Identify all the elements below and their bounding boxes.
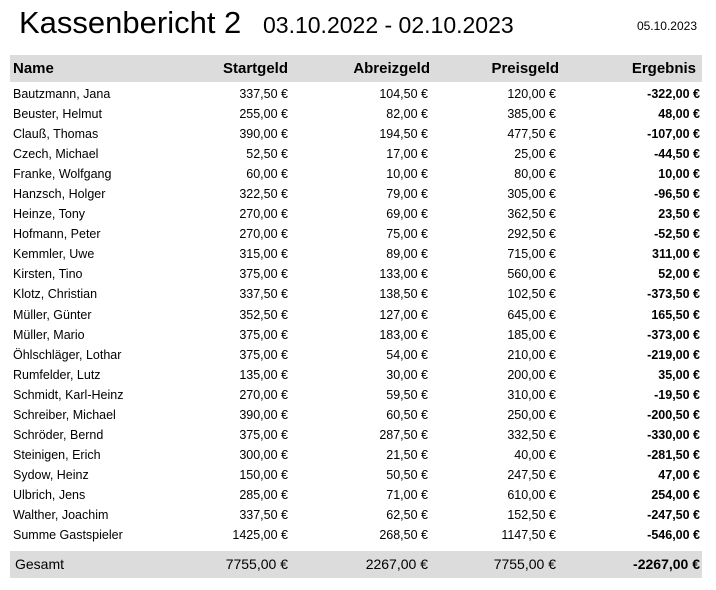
cell-preisgeld: 305,00 €: [507, 187, 556, 202]
total-row: [10, 551, 702, 578]
table-row: [10, 445, 702, 465]
table-row: [10, 164, 702, 184]
table-body: [10, 84, 702, 545]
cell-abreizgeld: 183,00 €: [379, 327, 428, 342]
cell-ergebnis: -44,50 €: [654, 147, 700, 162]
cell-ergebnis: 165,50 €: [651, 307, 700, 322]
column-header-abreizgeld: Abreizgeld: [353, 60, 430, 77]
cell-name: Beuster, Helmut: [13, 107, 102, 122]
table-row: [10, 485, 702, 505]
report-period: 03.10.2022 - 02.10.2023: [263, 12, 514, 38]
cell-preisgeld: 200,00 €: [507, 367, 556, 382]
total-ergebnis: -2267,00 €: [633, 556, 700, 572]
cell-ergebnis: 254,00 €: [651, 487, 700, 502]
cell-name: Hanzsch, Holger: [13, 187, 106, 202]
cell-startgeld: 315,00 €: [239, 247, 288, 262]
cell-name: Czech, Michael: [13, 147, 99, 162]
table-row: [10, 385, 702, 405]
cell-abreizgeld: 138,50 €: [379, 287, 428, 302]
cell-preisgeld: 477,50 €: [507, 127, 556, 142]
table-row: [10, 284, 702, 304]
cell-startgeld: 270,00 €: [239, 207, 288, 222]
cell-startgeld: 135,00 €: [239, 367, 288, 382]
cell-ergebnis: 35,00 €: [658, 367, 700, 382]
cell-preisgeld: 210,00 €: [507, 347, 556, 362]
cell-abreizgeld: 75,00 €: [386, 227, 428, 242]
cell-abreizgeld: 194,50 €: [379, 127, 428, 142]
cell-abreizgeld: 59,50 €: [386, 387, 428, 402]
cell-startgeld: 255,00 €: [239, 107, 288, 122]
cell-startgeld: 52,50 €: [246, 147, 288, 162]
cell-abreizgeld: 10,00 €: [386, 167, 428, 182]
cell-ergebnis: 10,00 €: [658, 167, 700, 182]
table-row: [10, 425, 702, 445]
table-row: [10, 124, 702, 144]
cell-preisgeld: 645,00 €: [507, 307, 556, 322]
cell-ergebnis: 311,00 €: [652, 247, 700, 262]
cell-preisgeld: 715,00 €: [507, 247, 556, 262]
cell-name: Müller, Günter: [13, 307, 92, 322]
cell-preisgeld: 185,00 €: [507, 327, 556, 342]
cell-name: Rumfelder, Lutz: [13, 367, 101, 382]
cell-ergebnis: -200,50 €: [647, 407, 700, 422]
cell-abreizgeld: 17,00 €: [386, 147, 428, 162]
table-row: [10, 84, 702, 104]
cell-ergebnis: 47,00 €: [658, 467, 700, 482]
cell-ergebnis: -52,50 €: [654, 227, 700, 242]
cell-startgeld: 390,00 €: [239, 127, 288, 142]
cell-startgeld: 337,50 €: [239, 287, 288, 302]
cell-name: Summe Gastspieler: [13, 528, 123, 543]
table-row: [10, 525, 702, 545]
cell-abreizgeld: 62,50 €: [386, 507, 428, 522]
cell-ergebnis: 23,50 €: [658, 207, 700, 222]
cell-startgeld: 390,00 €: [239, 407, 288, 422]
cell-name: Müller, Mario: [13, 327, 85, 342]
cell-ergebnis: -96,50 €: [654, 187, 700, 202]
cell-ergebnis: 48,00 €: [658, 107, 700, 122]
cell-name: Öhlschläger, Lothar: [13, 347, 122, 362]
cell-abreizgeld: 30,00 €: [386, 367, 428, 382]
table-row: [10, 405, 702, 425]
cell-abreizgeld: 21,50 €: [386, 447, 428, 462]
column-header-preisgeld: Preisgeld: [491, 60, 559, 77]
cell-name: Sydow, Heinz: [13, 467, 89, 482]
cell-ergebnis: -546,00 €: [647, 528, 700, 543]
table-row: [10, 465, 702, 485]
cell-abreizgeld: 89,00 €: [386, 247, 428, 262]
cell-abreizgeld: 50,50 €: [386, 467, 428, 482]
cell-ergebnis: -322,00 €: [647, 87, 700, 101]
cell-startgeld: 375,00 €: [239, 327, 288, 342]
cell-preisgeld: 250,00 €: [507, 407, 556, 422]
print-date: 05.10.2023: [636, 19, 697, 33]
cell-startgeld: 375,00 €: [239, 267, 288, 282]
cell-name: Kemmler, Uwe: [13, 247, 95, 262]
cell-startgeld: 337,50 €: [239, 87, 288, 101]
cell-name: Klotz, Christian: [13, 287, 98, 302]
cell-preisgeld: 560,00 €: [507, 267, 556, 282]
cell-name: Walther, Joachim: [13, 507, 109, 522]
cell-startgeld: 375,00 €: [239, 427, 288, 442]
cell-ergebnis: -247,50 €: [647, 507, 700, 522]
table-row: [10, 505, 702, 525]
cell-preisgeld: 1147,50 €: [501, 528, 556, 543]
table-row: [10, 365, 702, 385]
column-header-ergebnis: Ergebnis: [631, 60, 696, 77]
table-row: [10, 325, 702, 345]
cell-abreizgeld: 54,00 €: [386, 347, 428, 362]
cell-ergebnis: -219,00 €: [647, 347, 700, 362]
cell-preisgeld: 152,50 €: [507, 507, 556, 522]
table-row: [10, 244, 702, 264]
cell-abreizgeld: 268,50 €: [379, 528, 428, 543]
cell-name: Schreiber, Michael: [13, 407, 116, 422]
cell-name: Bautzmann, Jana: [13, 87, 111, 101]
cell-startgeld: 375,00 €: [239, 347, 288, 362]
cell-abreizgeld: 133,00 €: [379, 267, 428, 282]
cell-preisgeld: 120,00 €: [507, 87, 556, 101]
cell-abreizgeld: 60,50 €: [386, 407, 428, 422]
cell-name: Hofmann, Peter: [13, 227, 101, 242]
table-row: [10, 184, 702, 204]
cell-abreizgeld: 69,00 €: [386, 207, 428, 222]
cell-preisgeld: 102,50 €: [507, 287, 556, 302]
cell-startgeld: 150,00 €: [239, 467, 288, 482]
table-row: [10, 144, 702, 164]
cell-abreizgeld: 287,50 €: [379, 427, 428, 442]
total-label: Gesamt: [15, 556, 65, 572]
cell-ergebnis: -373,50 €: [647, 287, 700, 302]
cell-ergebnis: 52,00 €: [658, 267, 700, 282]
column-header-name: Name: [13, 60, 54, 77]
cell-preisgeld: 610,00 €: [507, 487, 556, 502]
table-row: [10, 204, 702, 224]
cell-abreizgeld: 82,00 €: [386, 107, 428, 122]
table-row: [10, 104, 702, 124]
cell-name: Kirsten, Tino: [13, 267, 83, 282]
cell-startgeld: 300,00 €: [239, 447, 288, 462]
cell-ergebnis: -373,00 €: [647, 327, 700, 342]
cell-abreizgeld: 104,50 €: [379, 87, 428, 101]
table-row: [10, 305, 702, 325]
cell-abreizgeld: 127,00 €: [379, 307, 428, 322]
cell-startgeld: 270,00 €: [239, 227, 288, 242]
cell-startgeld: 270,00 €: [239, 387, 288, 402]
cell-name: Heinze, Tony: [13, 207, 86, 222]
cell-preisgeld: 332,50 €: [507, 427, 556, 442]
cell-preisgeld: 80,00 €: [514, 167, 556, 182]
cell-ergebnis: -107,00 €: [647, 127, 700, 142]
cell-preisgeld: 362,50 €: [507, 207, 556, 222]
cell-startgeld: 285,00 €: [239, 487, 288, 502]
cell-preisgeld: 310,00 €: [507, 387, 556, 402]
cell-startgeld: 1425,00 €: [232, 528, 288, 543]
cell-name: Clauß, Thomas: [13, 127, 99, 142]
table-row: [10, 224, 702, 244]
table-row: [10, 345, 702, 365]
total-startgeld: 7755,00 €: [225, 556, 288, 572]
cell-ergebnis: -19,50 €: [654, 387, 700, 402]
cell-ergebnis: -330,00 €: [647, 427, 700, 442]
cell-preisgeld: 292,50 €: [507, 227, 556, 242]
column-header-startgeld: Startgeld: [222, 60, 288, 77]
cell-name: Schröder, Bernd: [13, 427, 104, 442]
cell-preisgeld: 40,00 €: [514, 447, 556, 462]
cell-ergebnis: -281,50 €: [647, 447, 700, 462]
cell-startgeld: 60,00 €: [246, 167, 288, 182]
cell-name: Steinigen, Erich: [13, 447, 101, 462]
cell-preisgeld: 25,00 €: [514, 147, 556, 162]
cell-startgeld: 337,50 €: [239, 507, 288, 522]
cell-startgeld: 322,50 €: [239, 187, 288, 202]
cell-name: Schmidt, Karl-Heinz: [13, 387, 124, 402]
report-title: Kassenbericht 2: [19, 5, 242, 40]
cell-startgeld: 352,50 €: [239, 307, 288, 322]
cell-abreizgeld: 79,00 €: [386, 187, 428, 202]
cell-name: Franke, Wolfgang: [13, 167, 112, 182]
total-abreizgeld: 2267,00 €: [365, 556, 428, 572]
cell-name: Ulbrich, Jens: [13, 487, 86, 502]
table-row: [10, 264, 702, 284]
table-header: [10, 55, 702, 82]
cell-preisgeld: 385,00 €: [507, 107, 556, 122]
total-preisgeld: 7755,00 €: [493, 556, 556, 572]
cell-preisgeld: 247,50 €: [507, 467, 556, 482]
cell-abreizgeld: 71,00 €: [386, 487, 428, 502]
